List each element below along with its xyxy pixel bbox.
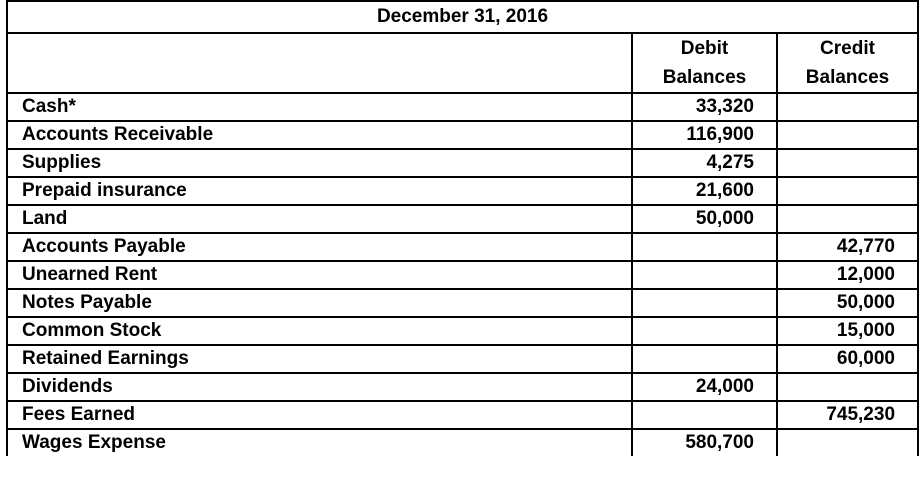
trial-balance-table xyxy=(6,0,919,456)
debit-value: 21,600 xyxy=(632,177,777,205)
table-row xyxy=(7,233,918,261)
debit-value: 24,000 xyxy=(632,373,777,401)
credit-value xyxy=(777,93,918,121)
table-row xyxy=(7,317,918,345)
credit-value xyxy=(777,121,918,149)
account-name: Prepaid insurance xyxy=(7,177,632,205)
credit-value: 60,000 xyxy=(777,345,918,373)
debit-value: 116,900 xyxy=(632,121,777,149)
table-row xyxy=(7,429,918,456)
credit-value: 15,000 xyxy=(777,317,918,345)
account-name: Notes Payable xyxy=(7,289,632,317)
debit-value xyxy=(632,317,777,345)
table-row xyxy=(7,93,918,121)
account-name: Dividends xyxy=(7,373,632,401)
table-row xyxy=(7,401,918,429)
credit-value xyxy=(777,429,918,456)
account-name: Wages Expense xyxy=(7,429,632,456)
table-title: December 31, 2016 xyxy=(7,1,918,33)
table-row xyxy=(7,205,918,233)
account-name: Accounts Payable xyxy=(7,233,632,261)
debit-value xyxy=(632,345,777,373)
debit-value xyxy=(632,261,777,289)
table-row xyxy=(7,121,918,149)
credit-value: 12,000 xyxy=(777,261,918,289)
table-row xyxy=(7,345,918,373)
credit-value: 42,770 xyxy=(777,233,918,261)
credit-value: 745,230 xyxy=(777,401,918,429)
account-name: Fees Earned xyxy=(7,401,632,429)
debit-value: 33,320 xyxy=(632,93,777,121)
account-name: Supplies xyxy=(7,149,632,177)
table-row xyxy=(7,149,918,177)
credit-value xyxy=(777,177,918,205)
credit-value xyxy=(777,149,918,177)
table-row xyxy=(7,177,918,205)
table-row xyxy=(7,261,918,289)
account-name: Land xyxy=(7,205,632,233)
account-header-cell xyxy=(7,33,632,93)
debit-header-line1: Debit xyxy=(680,38,729,59)
debit-value: 50,000 xyxy=(632,205,777,233)
credit-header-line1: Credit xyxy=(820,38,875,59)
account-name: Cash* xyxy=(7,93,632,121)
debit-value xyxy=(632,233,777,261)
debit-value xyxy=(632,289,777,317)
credit-value xyxy=(777,373,918,401)
account-name: Retained Earnings xyxy=(7,345,632,373)
credit-header-line2: Balances xyxy=(805,67,890,88)
credit-value xyxy=(777,205,918,233)
header-row xyxy=(7,33,918,93)
debit-header-line2: Balances xyxy=(662,67,747,88)
credit-header xyxy=(777,33,918,93)
credit-value: 50,000 xyxy=(777,289,918,317)
debit-header xyxy=(632,33,777,93)
debit-value: 4,275 xyxy=(632,149,777,177)
title-row xyxy=(7,1,918,33)
debit-value: 580,700 xyxy=(632,429,777,456)
account-name: Unearned Rent xyxy=(7,261,632,289)
table-row xyxy=(7,289,918,317)
debit-value xyxy=(632,401,777,429)
account-name: Common Stock xyxy=(7,317,632,345)
account-name: Accounts Receivable xyxy=(7,121,632,149)
table-row xyxy=(7,373,918,401)
